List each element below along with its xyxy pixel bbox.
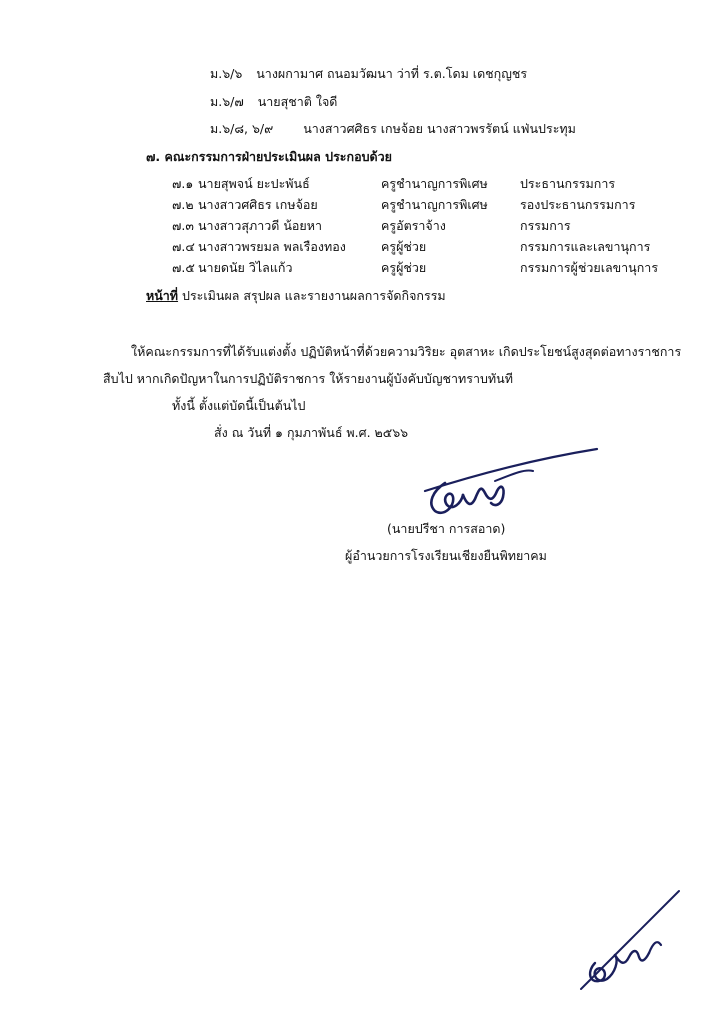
member-number: ๗.๒ (172, 197, 194, 212)
member-name: นางสาวพรยมล พลเรืองทอง (198, 239, 346, 254)
member-position: ครูชำนาญการพิเศษ (381, 176, 488, 191)
duty-line (146, 288, 446, 304)
member-name: นางสาวสุภาวดี น้อยหา (198, 218, 322, 233)
member-name: นางสาวศศิธร เกษจ้อย (198, 197, 318, 212)
member-name: นายสุพจน์ ยะปะพันธ์ (198, 176, 310, 191)
signature-image (405, 445, 605, 525)
assignment-text: นายสุชาติ ใจดี (257, 94, 338, 109)
initials-image (575, 885, 685, 995)
assignment-text: นางผกามาศ ถนอมวัฒนา ว่าที่ ร.ต.โดม เดชกุญชร (256, 66, 528, 81)
member-number: ๗.๔ (172, 239, 195, 254)
duty-label: หน้าที่ (146, 288, 179, 303)
member-role: กรรมการ (520, 218, 571, 233)
assignment-row (210, 66, 527, 82)
closing-paragraph-line-2: สืบไป หากเกิดปัญหาในการปฏิบัติราชการ ให้รายงานผู้บังคับบัญชาทราบทันที (103, 371, 513, 386)
committee-heading: ๗. คณะกรรมการฝ่ายประเมินผล ประกอบด้วย (146, 149, 392, 164)
assignment-row (210, 121, 576, 137)
signatory-title: ผู้อำนวยการโรงเรียนเชียงยืนพิทยาคม (345, 548, 547, 563)
member-number: ๗.๓ (172, 218, 194, 233)
assignment-code: ม.๖/๘, ๖/๙ (210, 121, 274, 136)
assignment-text: นางสาวศศิธร เกษจ้อย นางสาวพรรัตน์ แฟ่นประทุม (303, 121, 576, 136)
member-role: รองประธานกรรมการ (520, 197, 636, 212)
member-position: ครูผู้ช่วย (381, 239, 427, 254)
member-number: ๗.๑ (172, 176, 194, 191)
assignment-row (210, 94, 337, 110)
assignment-code: ม.๖/๖ (210, 66, 243, 81)
member-position: ครูชำนาญการพิเศษ (381, 197, 488, 212)
assignment-code: ม.๖/๗ (210, 94, 244, 109)
member-role: กรรมการและเลขานุการ (520, 239, 651, 254)
signatory-name: (นายปรีชา การสอาด) (387, 521, 506, 536)
member-role: ประธานกรรมการ (520, 176, 616, 191)
member-position: ครูผู้ช่วย (381, 260, 427, 275)
order-date: สั่ง ณ วันที่ ๑ กุมภาพันธ์ พ.ศ. ๒๕๖๖ (214, 425, 409, 440)
member-number: ๗.๕ (172, 260, 195, 275)
duty-text: ประเมินผล สรุปผล และรายงานผลการจัดกิจกรรม (182, 288, 446, 303)
effective-statement: ทั้งนี้ ตั้งแต่บัดนี้เป็นต้นไป (172, 398, 306, 413)
member-position: ครูอัตราจ้าง (381, 218, 446, 233)
member-role: กรรมการผู้ช่วยเลขานุการ (520, 260, 659, 275)
closing-paragraph-line-1: ให้คณะกรรมการที่ได้รับแต่งตั้ง ปฏิบัติหน้าที่ด้วยความวิริยะ อุตสาหะ เกิดประโยชน์สูงสุดต่อทางราชการ (131, 344, 682, 359)
member-name: นายดนัย วิไลแก้ว (198, 260, 293, 275)
